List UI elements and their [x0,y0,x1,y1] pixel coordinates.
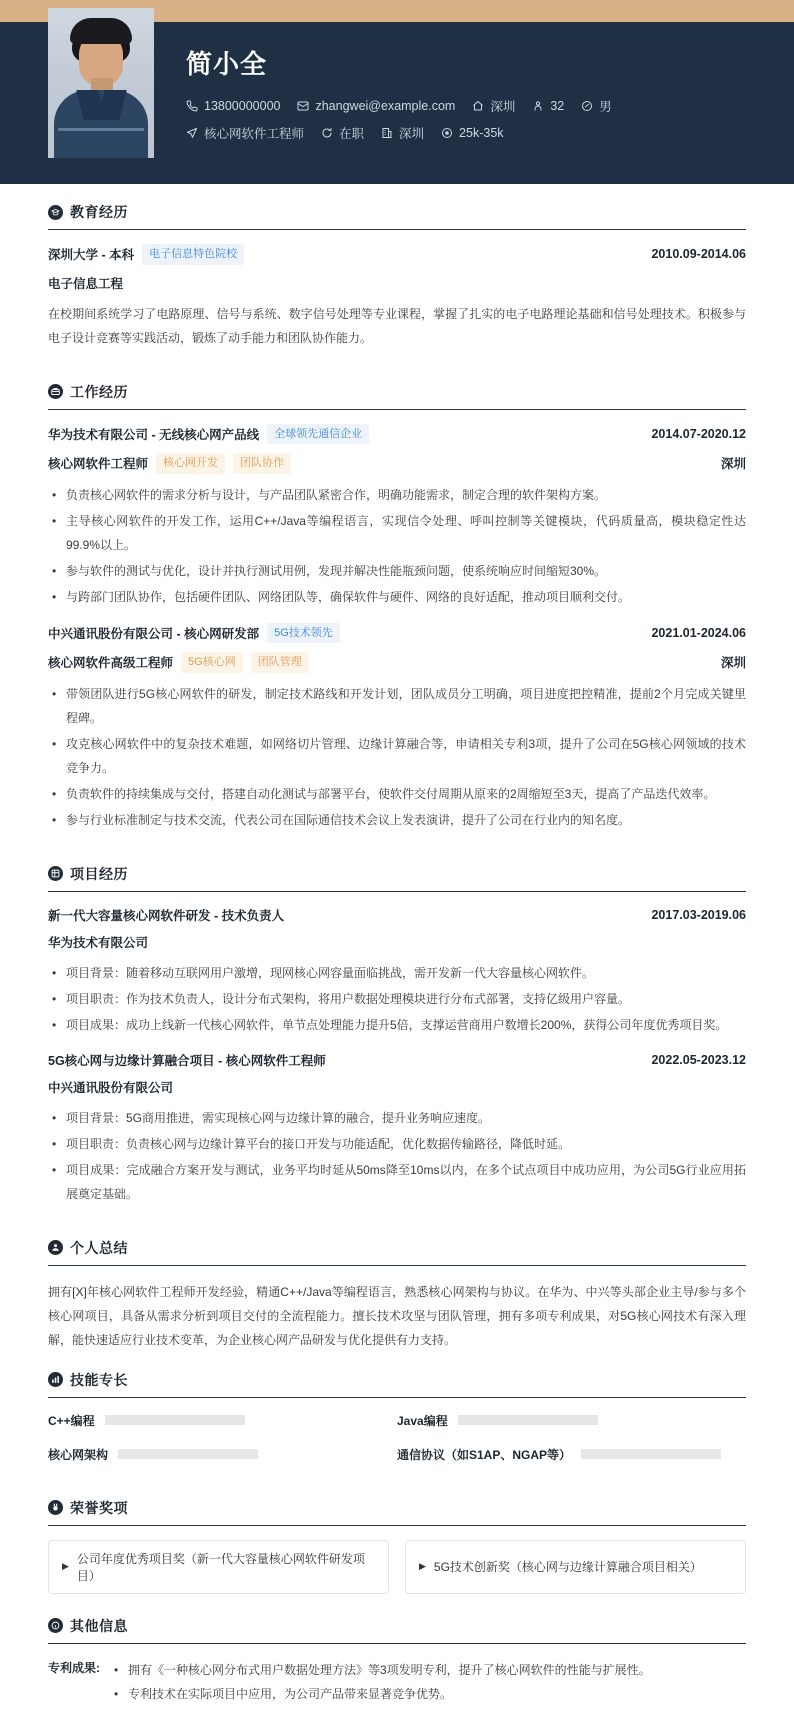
job-row [186,124,629,142]
skill-bar-track [458,1415,598,1425]
phone-icon [186,100,198,112]
triangle-right-icon: ▶ [419,1561,426,1571]
section-skills [48,1352,746,1480]
project-icon [48,866,63,881]
bullet-item: • 与跨部门团队协作，包括硬件团队、网络团队等，确保软件与硬件、网络的良好适配，推动项目顺利交付。 [48,585,746,609]
section-divider [48,891,746,892]
skill-bar-track [581,1449,721,1459]
honors-list [48,1540,746,1598]
role-tag: 核心网开发 [156,453,225,474]
skill-label: Java编程 [397,1413,448,1428]
bullet-item: • 带领团队进行5G核心网软件的研发，制定技术路线和开发计划，团队成员分工明确，项目进度把控精准，提前2个月完成关键里程碑。 [48,682,746,730]
section-divider [48,1265,746,1266]
bullet-item: • 专利技术在实际项目中应用，为公司产品带来显著竞争优势。 [112,1682,746,1706]
work-date: 2021.01-2024.06 [651,625,746,640]
medal-icon [48,1500,63,1515]
contact-age-text: 32 [550,99,565,113]
school-tag: 电子信息特色院校 [142,244,244,265]
project-bullets [48,1106,746,1206]
section-divider [48,1397,746,1398]
section-divider [48,409,746,410]
contact-gender-text: 男 [599,100,612,114]
section-summary [48,1220,746,1352]
skill-item [397,1412,746,1429]
section-title-work: 工作经历 [70,383,128,400]
bullet-item: • 拥有《一种核心网分布式用户数据处理方法》等3项发明专利，提升了核心网软件的性能与扩展性。 [112,1658,746,1682]
job-status-text: 在职 [339,127,365,141]
role-tag: 团队协作 [233,453,291,474]
section-title-skills: 技能专长 [70,1371,128,1388]
education-date: 2010.09-2014.06 [651,247,746,262]
bullet-item: • 负责软件的持续集成与交付，搭建自动化测试与部署平台，使软件交付周期从原来的2周缩短至3天，提高了产品迭代效率。 [48,782,746,806]
project-date: 2017.03-2019.06 [651,907,746,922]
skills-grid [48,1412,746,1480]
skill-bar-track [105,1415,245,1425]
resume-header [0,22,794,184]
bullet-item: • 项目背景：随着移动互联网用户激增，现网核心网容量面临挑战，需开发新一代大容量核心网软件。 [48,961,746,985]
contact-row [186,97,629,115]
company-name: 中兴通讯股份有限公司 - 核心网研发部 [48,626,260,641]
project-date: 2022.05-2023.12 [651,1052,746,1067]
project-company: 华为技术有限公司 [48,935,149,950]
project-company: 中兴通讯股份有限公司 [48,1080,174,1095]
contact-gender [581,97,612,115]
avatar [48,8,154,158]
city-icon [381,127,393,139]
home-icon [472,100,484,112]
project-bullets [48,961,746,1037]
company-tag: 5G技术领先 [267,623,340,644]
skill-item [48,1446,397,1463]
job-salary-text: 25k-35k [459,126,504,140]
honor-text: 5G技术创新奖（核心网与边缘计算融合项目相关） [433,1560,702,1574]
section-title-education: 教育经历 [70,204,128,220]
project-name: 5G核心网与边缘计算融合项目 - 核心网软件工程师 [48,1053,326,1068]
briefcase-icon [48,384,63,399]
bullet-item: • 项目背景：5G商用推进，需实现核心网与边缘计算的融合，提升业务响应速度。 [48,1106,746,1130]
person-icon [48,1240,63,1255]
section-title-honors: 荣誉奖项 [70,1499,128,1516]
work-bullets [48,682,746,832]
bullet-item: • 攻克核心网软件中的复杂技术难题，如网络切片管理、边缘计算融合等，申请相关专利3项，提升了公司在5G核心网领域的技术竞争力。 [48,732,746,780]
work-role: 核心网软件工程师 [48,457,149,472]
bullet-item: • 项目职责：负责核心网与边缘计算平台的接口开发与功能适配，优化数据传输路径，降低时延。 [48,1132,746,1156]
education-description: 在校期间系统学习了电路原理、信号与系统、数字信号处理等专业课程，掌握了扎实的电子电路理论基础和信号处理技术。积极参与电子设计竞赛等实践活动，锻炼了动手能力和团队协作能力。 [48,306,746,345]
section-other [48,1598,746,1706]
bottom-spacer [48,1706,746,1732]
project-entry [48,1051,746,1206]
job-status [321,124,364,142]
job-position [186,124,304,142]
job-city [381,124,424,142]
other-info-row [48,1658,746,1706]
work-location: 深圳 [720,457,746,472]
honor-text: 公司年度优秀项目奖（新一代大容量核心网软件研发项目） [76,1551,365,1583]
section-education [48,184,746,350]
section-divider [48,1525,746,1526]
job-salary [441,126,503,140]
contact-email [297,99,455,113]
graduation-icon [48,205,63,220]
section-title-projects: 项目经历 [70,865,128,882]
work-location: 深圳 [720,656,746,671]
skill-item [48,1412,397,1429]
section-work [48,364,746,832]
work-entry [48,424,746,609]
bullet-item: • 参与软件的测试与优化，设计并执行测试用例，发现并解决性能瓶颈问题，使系统响应时间缩短30%。 [48,559,746,583]
position-icon [186,127,198,139]
gender-icon [581,100,593,112]
education-entry [48,244,746,350]
bullet-item: • 项目职责：作为技术负责人，设计分布式架构，将用户数据处理模块进行分布式部署，支持亿级用户容量。 [48,987,746,1011]
email-icon [297,100,309,112]
chart-icon [48,1372,63,1387]
school-name: 深圳大学 - 本科 [48,248,135,263]
bullet-item: • 负责核心网软件的需求分析与设计，与产品团队紧密合作，明确功能需求，制定合理的软件架构方案。 [48,483,746,507]
honor-card[interactable] [405,1540,746,1594]
bullet-item: • 主导核心网软件的开发工作，运用C++/Java等编程语言，实现信令处理、呼叫控制等关键模块，代码质量高，模块稳定性达99.9%以上。 [48,509,746,557]
contact-age [532,99,564,113]
skill-label: 核心网架构 [48,1447,109,1462]
project-entry [48,906,746,1037]
bullet-item: • 项目成果：完成融合方案开发与测试，业务平均时延从50ms降至10ms以内，在多个试点项目中成功应用，为公司5G行业应用拓展奠定基础。 [48,1158,746,1206]
skill-label: C++编程 [48,1413,95,1428]
contact-phone-text: 13800000000 [204,99,281,113]
contact-location-text: 深圳 [490,100,516,114]
age-icon [532,100,544,112]
education-major: 电子信息工程 [48,276,124,291]
role-tag: 5G核心网 [181,652,243,673]
skill-label: 通信协议（如S1AP、NGAP等） [397,1447,572,1462]
work-bullets [48,483,746,609]
contact-location [472,97,515,115]
other-list [112,1658,746,1706]
skill-bar-track [118,1449,258,1459]
bullet-item: • 项目成果：成功上线新一代核心网软件，单节点处理能力提升5倍，支撑运营商用户数增长200%，获得公司年度优秀项目奖。 [48,1013,746,1037]
section-title-other: 其他信息 [70,1617,128,1634]
project-name: 新一代大容量核心网软件研发 - 技术负责人 [48,908,285,923]
candidate-name: 简小全 [186,49,268,79]
salary-icon [441,127,453,139]
info-icon [48,1618,63,1633]
work-role: 核心网软件高级工程师 [48,656,174,671]
status-icon [321,127,333,139]
bullet-item: • 参与行业标准制定与技术交流，代表公司在国际通信技术会议上发表演讲，提升了公司在行业内的知名度。 [48,808,746,832]
work-date: 2014.07-2020.12 [651,426,746,441]
section-title-summary: 个人总结 [70,1239,128,1256]
contact-email-text: zhangwei@example.com [315,99,456,113]
contact-phone [186,99,280,113]
summary-text: 拥有[X]年核心网软件工程师开发经验，精通C++/Java等编程语言，熟悉核心网架构与协议。在华为、中兴等头部企业主导/参与多个核心网项目，具备从需求分析到项目交付的全流程能力。擅长技术攻坚与团队管理，拥有多项专利成果，对5G核心网技术有深入理解，能快速适应行业技术变革，为企业核心网产品研发与优化提供有力支持。 [48,1284,746,1347]
other-label: 专利成果: [48,1660,100,1675]
role-tag: 团队管理 [251,652,309,673]
company-name: 华为技术有限公司 - 无线核心网产品线 [48,427,260,442]
triangle-right-icon: ▶ [62,1561,69,1571]
section-divider [48,1643,746,1644]
work-entry [48,623,746,832]
skill-item [397,1446,746,1463]
section-projects [48,846,746,1206]
job-position-text: 核心网软件工程师 [204,127,305,141]
job-city-text: 深圳 [399,127,425,141]
company-tag: 全球领先通信企业 [267,424,369,445]
section-honors [48,1480,746,1598]
honor-card[interactable] [48,1540,389,1594]
section-divider [48,229,746,230]
